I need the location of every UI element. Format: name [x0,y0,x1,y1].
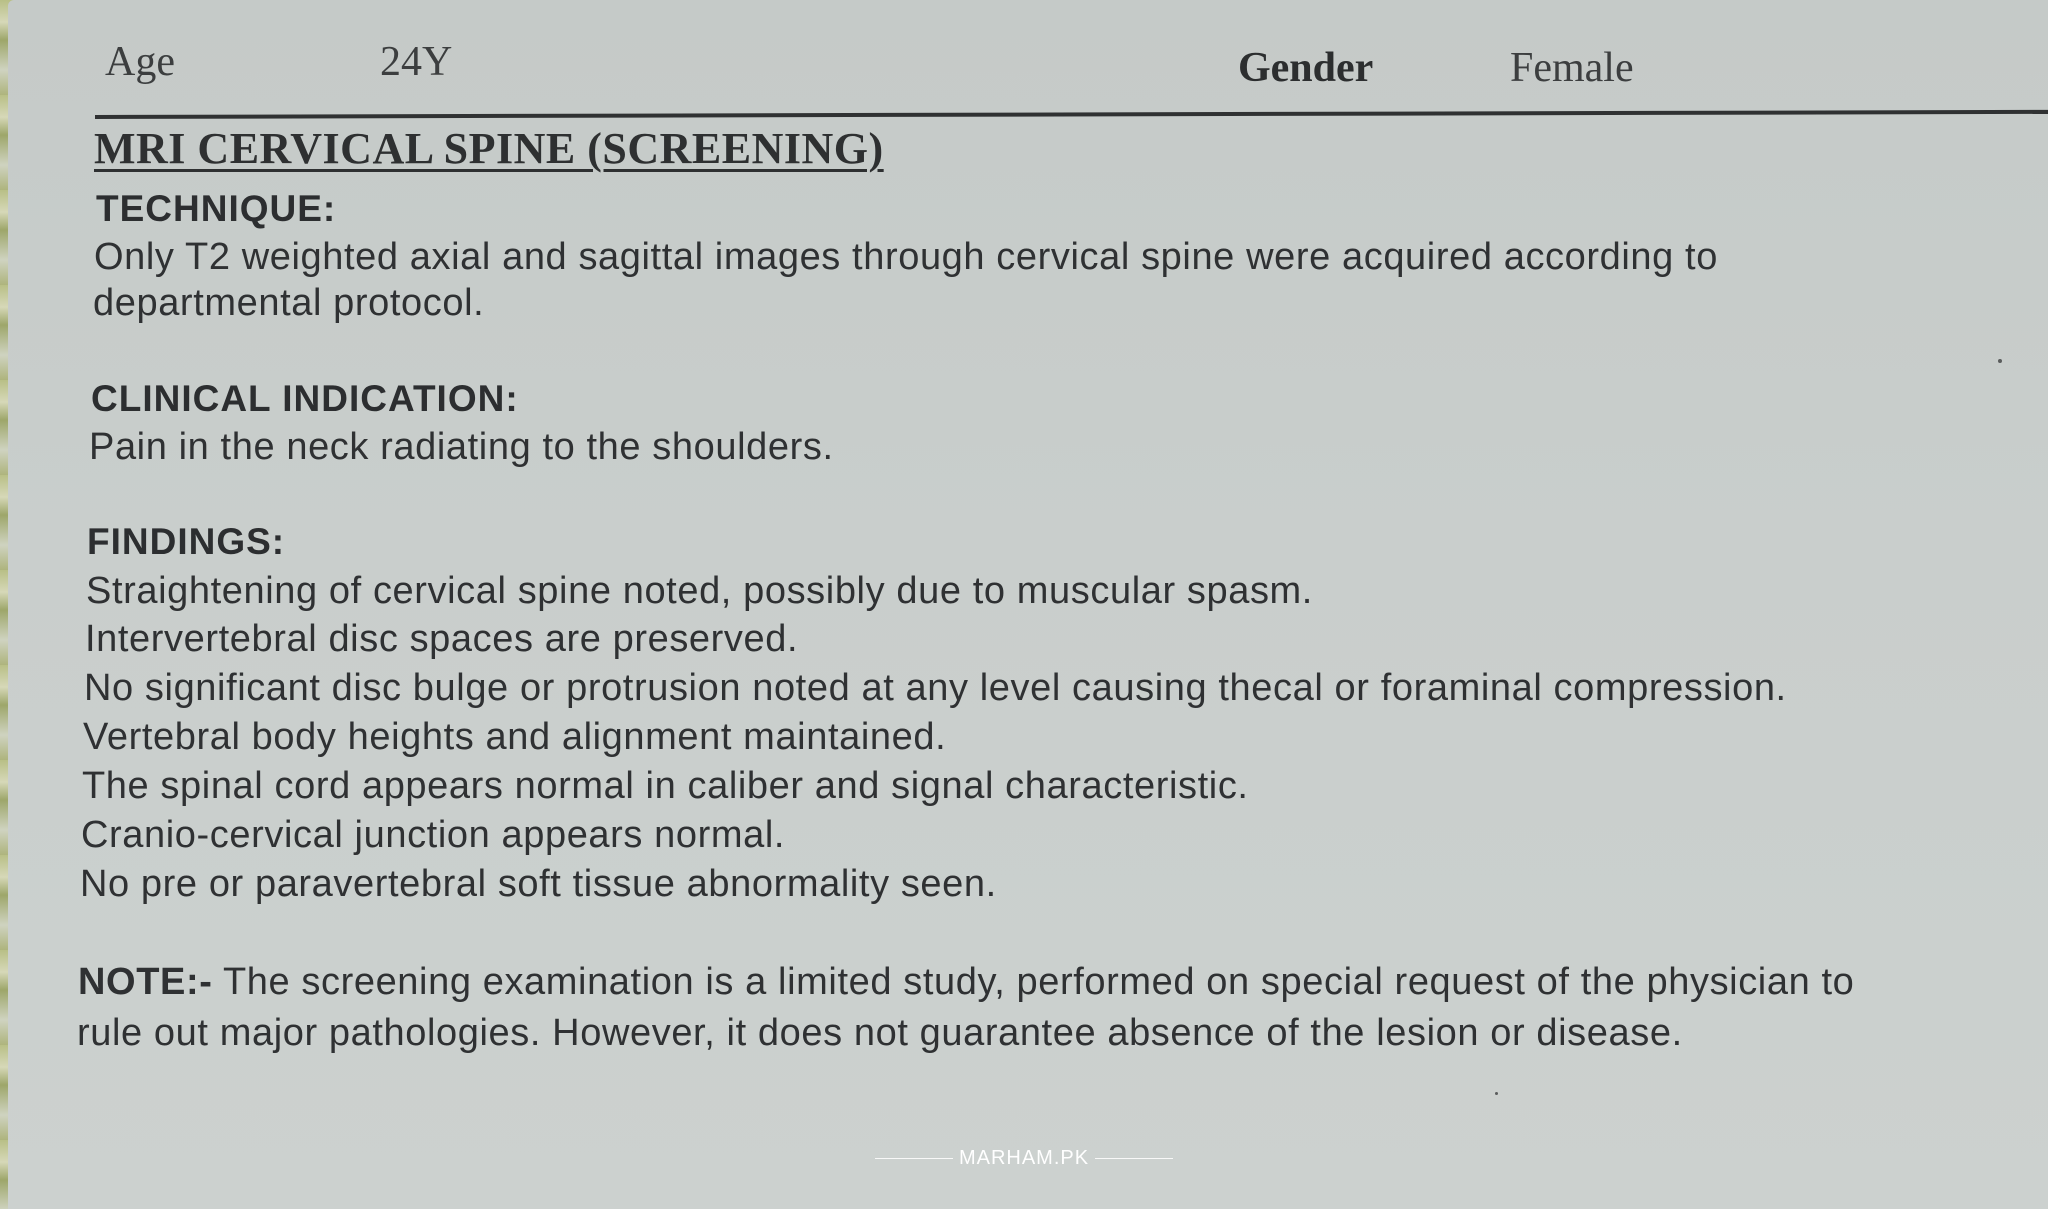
age-label: Age [105,39,175,85]
paper-speck [1495,1092,1498,1095]
technique-line: Only T2 weighted axial and sagittal images through cervical spine were acquired according to [94,236,1718,278]
findings-heading: FINDINGS: [87,521,286,562]
finding-line: Vertebral body heights and alignment maintained. [83,716,947,758]
technique-heading: TECHNIQUE: [96,188,337,229]
gender-label: Gender [1238,45,1374,91]
note-line [78,961,1854,1004]
finding-line: No pre or paravertebral soft tissue abnormality seen. [80,863,997,905]
note-text: The screening examination is a limited study, performed on special request of the physician to [222,961,1855,1003]
gender-value: Female [1510,45,1634,91]
finding-line: The spinal cord appears normal in caliber and signal characteristic. [82,765,1249,807]
paper-speck [1998,359,2002,363]
note-label: NOTE:- [78,961,213,1003]
finding-line: Cranio-cervical junction appears normal. [81,814,786,856]
finding-line: No significant disc bulge or protrusion noted at any level causing thecal or foraminal compression. [84,667,1787,709]
clinical-indication-line: Pain in the neck radiating to the shoulders. [89,426,834,468]
watermark-text: MARHAM.PK [958,1146,1090,1169]
age-value: 24Y [380,39,453,85]
technique-line: departmental protocol. [93,282,485,324]
finding-line: Straightening of cervical spine noted, possibly due to muscular spasm. [86,570,1313,612]
watermark [875,1143,1173,1173]
note-line: rule out major pathologies. However, it does not guarantee absence of the lesion or disease. [77,1012,1683,1054]
watermark-rule-left [875,1158,953,1159]
watermark-rule-right [1095,1158,1173,1159]
report-title: MRI CERVICAL SPINE (SCREENING) [94,124,884,173]
finding-line: Intervertebral disc spaces are preserved. [85,618,799,660]
clinical-indication-heading: CLINICAL INDICATION: [91,378,519,419]
